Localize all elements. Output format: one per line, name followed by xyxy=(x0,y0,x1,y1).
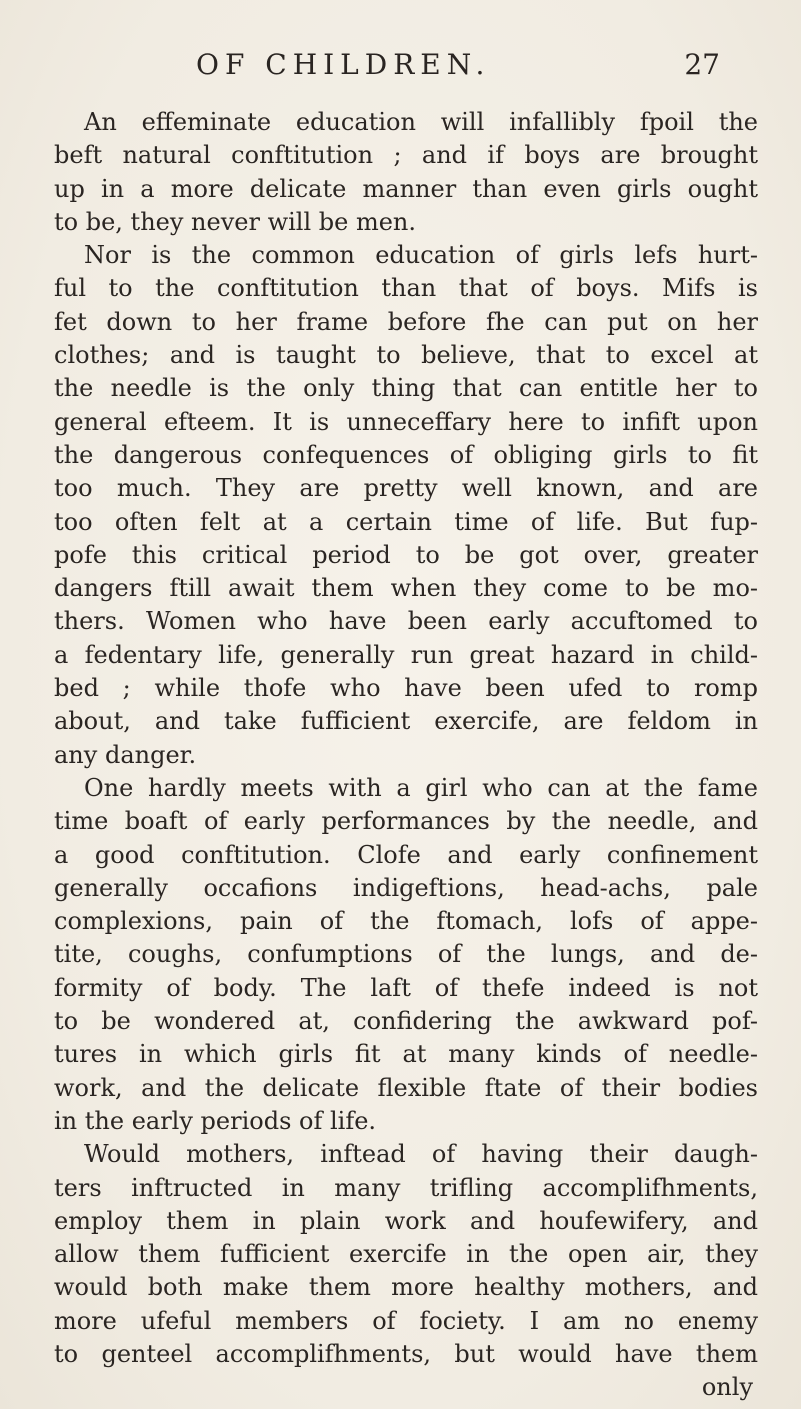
text-line: the dangerous confequences of obliging girls to fit xyxy=(54,440,758,469)
text-line: time boaft of early performances by the needle, and xyxy=(54,807,758,836)
text-line: the needle is the only thing that can entitle her to xyxy=(54,374,758,403)
text-line: a fedentary life, generally run great hazard in child- xyxy=(54,640,758,669)
text-line: complexions, pain of the ftomach, lofs of appe- xyxy=(54,907,758,936)
text-line: about, and take fufficient exercife, are feldom in xyxy=(54,707,758,736)
text-line: beft natural conftitution ; and if boys are brought xyxy=(54,141,758,170)
text-line: One hardly meets with a girl who can at the fame xyxy=(84,773,758,802)
text-line: dangers ftill await them when they come to be mo- xyxy=(54,574,758,603)
page-header xyxy=(160,45,720,85)
text-line: too much. They are pretty well known, and are xyxy=(54,474,758,503)
text-line: fet down to her frame before fhe can put on her xyxy=(54,307,758,336)
text-line: a good conftitution. Clofe and early confinement xyxy=(54,840,758,869)
text-line: An effeminate education will infallibly fpoil the xyxy=(84,108,758,136)
text-line: too often felt at a certain time of life. But fup- xyxy=(54,507,758,536)
text-line: would both make them more healthy mothers, and xyxy=(54,1273,758,1302)
text-line: formity of body. The laft of thefe indeed is not xyxy=(54,973,758,1002)
catchword: only xyxy=(701,1373,753,1402)
text-line: generally occafions indigeftions, head-achs, pale xyxy=(54,873,758,902)
text-line: tite, coughs, confumptions of the lungs, and de- xyxy=(54,940,758,969)
text-line: Would mothers, inftead of having their daugh- xyxy=(84,1140,758,1169)
text-line: general efteem. It is unneceffary here to infift upon xyxy=(54,407,758,436)
page-number: 27 xyxy=(684,48,720,81)
text-line: any danger. xyxy=(54,740,197,769)
text-line: more ufeful members of fociety. I am no enemy xyxy=(54,1306,758,1335)
text-line: employ them in plain work and houfewifery, and xyxy=(54,1206,758,1235)
text-line: ful to the conftitution than that of boys. Mifs is xyxy=(54,274,758,303)
text-line: to genteel accomplifhments, but would have them xyxy=(54,1339,758,1368)
text-line: up in a more delicate manner than even girls ought xyxy=(54,174,758,203)
text-line: allow them fufficient exercife in the open air, they xyxy=(54,1240,758,1269)
text-line: tures in which girls fit at many kinds of needle- xyxy=(54,1040,758,1069)
text-line: Nor is the common education of girls lefs hurt- xyxy=(84,241,758,270)
text-line: to be wondered at, confidering the awkward pof- xyxy=(54,1007,758,1036)
text-line: bed ; while thofe who have been ufed to romp xyxy=(54,674,758,703)
text-line: ters inftructed in many trifling accomplifhments, xyxy=(54,1173,758,1202)
body-text xyxy=(54,106,758,1405)
text-line: clothes; and is taught to believe, that to excel at xyxy=(54,341,758,370)
text-line: work, and the delicate flexible ftate of their bodies xyxy=(54,1073,758,1102)
text-line: thers. Women who have been early accuftomed to xyxy=(54,607,758,636)
text-line: to be, they never will be men. xyxy=(54,207,417,236)
text-line: pofe this critical period to be got over, greater xyxy=(54,540,758,569)
running-head: OF CHILDREN. xyxy=(196,48,491,81)
text-line: in the early periods of life. xyxy=(54,1106,377,1135)
